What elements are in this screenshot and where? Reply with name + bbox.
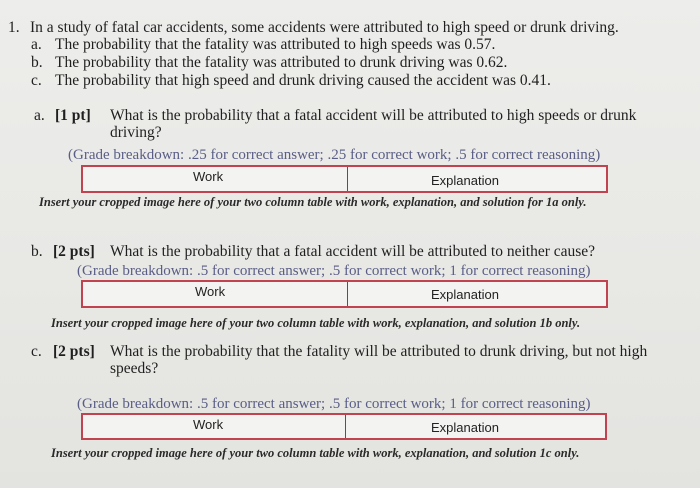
part-question-cont: driving? xyxy=(110,124,162,141)
part-points: [2 pts] xyxy=(53,243,95,260)
fact-marker: a. xyxy=(31,36,42,53)
part-points: [1 pt] xyxy=(55,107,91,124)
grade-breakdown: (Grade breakdown: .5 for correct answer; .5 for correct work; 1 for correct reasoning) xyxy=(77,263,591,279)
explanation-column-header: Explanation xyxy=(431,287,499,302)
part-points: [2 pts] xyxy=(53,343,95,360)
insert-instruction: Insert your cropped image here of your two column table with work, explanation, and solution 1c only. xyxy=(51,446,580,460)
part-question: What is the probability that a fatal accident will be attributed to high speeds or drunk xyxy=(110,107,637,124)
grade-breakdown: (Grade breakdown: .5 for correct answer; .5 for correct work; 1 for correct reasoning) xyxy=(77,396,591,412)
explanation-column-header: Explanation xyxy=(431,173,499,188)
part-question: What is the probability that the fatality will be attributed to drunk driving, but not high xyxy=(110,343,648,360)
fact-text: The probability that the fatality was attributed to high speeds was 0.57. xyxy=(55,36,496,53)
fact-marker: c. xyxy=(31,72,42,89)
question-stem: In a study of fatal car accidents, some accidents were attributed to high speed or drunk driving. xyxy=(30,19,619,36)
fact-marker: b. xyxy=(31,54,43,71)
fact-text: The probability that high speed and drunk driving caused the accident was 0.41. xyxy=(55,72,551,89)
work-column-header: Work xyxy=(195,284,226,299)
part-question: What is the probability that a fatal accident will be attributed to neither cause? xyxy=(110,243,596,260)
work-column-header: Work xyxy=(193,417,224,432)
column-divider xyxy=(347,167,348,191)
work-explanation-table[interactable] xyxy=(81,280,608,308)
insert-instruction: Insert your cropped image here of your two column table with work, explanation, and solution 1b only. xyxy=(51,316,581,330)
work-explanation-table[interactable] xyxy=(81,165,608,193)
part-marker: b. xyxy=(31,243,43,260)
explanation-column-header: Explanation xyxy=(431,420,499,435)
fact-text: The probability that the fatality was attributed to drunk driving was 0.62. xyxy=(55,54,508,71)
part-question-cont: speeds? xyxy=(110,360,159,377)
question-number: 1. xyxy=(8,19,20,36)
column-divider xyxy=(347,282,348,306)
part-marker: a. xyxy=(34,107,45,124)
work-explanation-table[interactable] xyxy=(81,413,607,440)
grade-breakdown: (Grade breakdown: .25 for correct answer; .25 for correct work; .5 for correct reasoning) xyxy=(68,147,601,163)
column-divider xyxy=(345,415,346,438)
part-marker: c. xyxy=(31,343,42,360)
insert-instruction: Insert your cropped image here of your two column table with work, explanation, and solution for 1a only. xyxy=(39,195,587,209)
work-column-header: Work xyxy=(193,169,224,184)
